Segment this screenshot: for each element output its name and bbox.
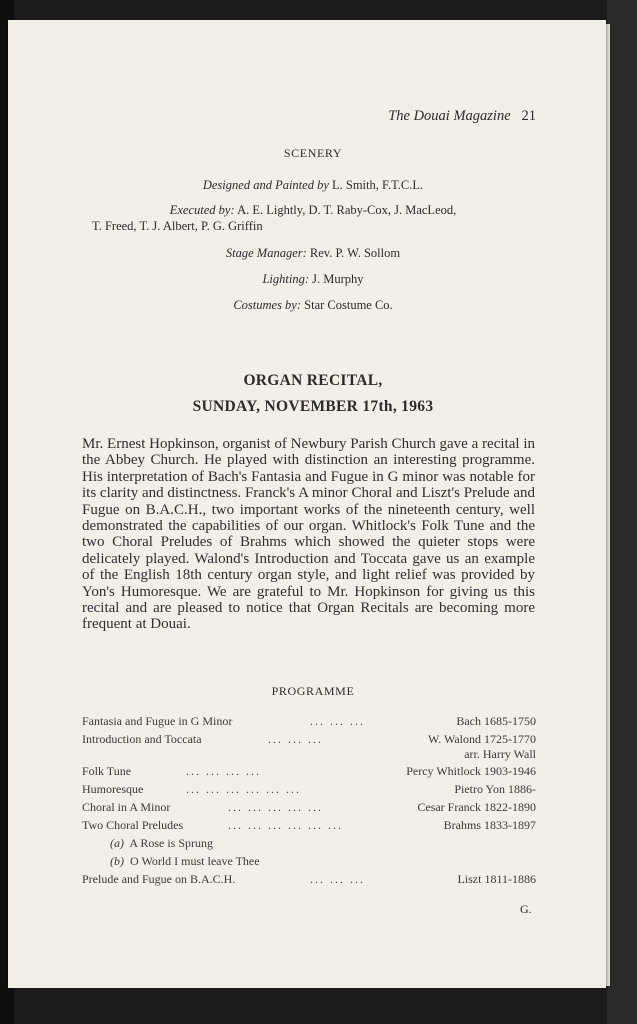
programme-item: Humoresque ... ... ... ... ... ... Pietro Yon 1886-	[82, 782, 536, 796]
magazine-title: The Douai Magazine	[388, 108, 511, 124]
programme-item: Two Choral Preludes ... ... ... ... ... ... Brahms 1833-1897	[82, 818, 536, 832]
magazine-page	[8, 20, 606, 988]
recital-review-paragraph: Mr. Ernest Hopkinson, organist of Newbury Parish Church gave a recital in the Abbey Church. He played with distinction an interesting programme. His interpretation of Bach's Fantasia and Fugue in G minor was notable for its clarity and distinctness. Franck's A minor Choral and Liszt's Prelude and Fugue on B.A.C.H., two important works of the nineteenth century, well demonstrated the capabilities of our organ. Whitlock's Folk Tune and the two Choral Preludes of Brahms which showed the quieter stops were delicately played. Walond's Introduction and Toccata gave us an example of the English 18th century organ style, and light relief was provided by Yon's Humoresque. We are grateful to Mr. Hopkinson for giving us this recital and are pleased to notice that Organ Recitals are becoming more frequent at Douai.	[82, 436, 535, 633]
signature-mark: G.	[520, 902, 532, 916]
costumes-line: Costumes by: Star Costume Co.	[233, 298, 393, 312]
designed-line: Designed and Painted by L. Smith, F.T.C.L.	[202, 178, 424, 192]
programme-item: Prelude and Fugue on B.A.C.H. ... ... ... Liszt 1811-1886	[82, 872, 536, 886]
programme-sub-item: (a) A Rose is Sprung	[110, 836, 214, 850]
programme-sub-item: (b) O World I must leave Thee	[110, 854, 260, 868]
executed-line-2: T. Freed, T. J. Albert, P. G. Griffin	[92, 219, 263, 233]
stage-manager-line: Stage Manager: Rev. P. W. Sollom	[225, 246, 401, 260]
recital-title: ORGAN RECITAL,	[243, 372, 383, 389]
programme-item: Fantasia and Fugue in G Minor ... ... ... Bach 1685-1750	[82, 714, 536, 728]
recital-date: SUNDAY, NOVEMBER 17th, 1963	[192, 398, 434, 415]
programme-item: Introduction and Toccata ... ... ... W. Walond 1725-1770	[82, 732, 536, 746]
running-header	[8, 108, 536, 125]
programme-item-arranger: arr. Harry Wall	[464, 747, 536, 761]
book-cover-edge	[607, 0, 637, 1024]
lighting-line: Lighting: J. Murphy	[262, 272, 364, 286]
programme-heading: PROGRAMME	[271, 684, 355, 698]
executed-line-1: Executed by: A. E. Lightly, D. T. Raby-Cox, J. MacLeod,	[169, 203, 457, 217]
programme-item: Choral in A Minor ... ... ... ... ... Cesar Franck 1822-1890	[82, 800, 536, 814]
programme-list	[82, 714, 536, 894]
programme-item: Folk Tune ... ... ... ... Percy Whitlock 1903-1946	[82, 764, 536, 778]
page-number: 21	[521, 108, 536, 124]
scenery-heading: SCENERY	[283, 146, 343, 160]
